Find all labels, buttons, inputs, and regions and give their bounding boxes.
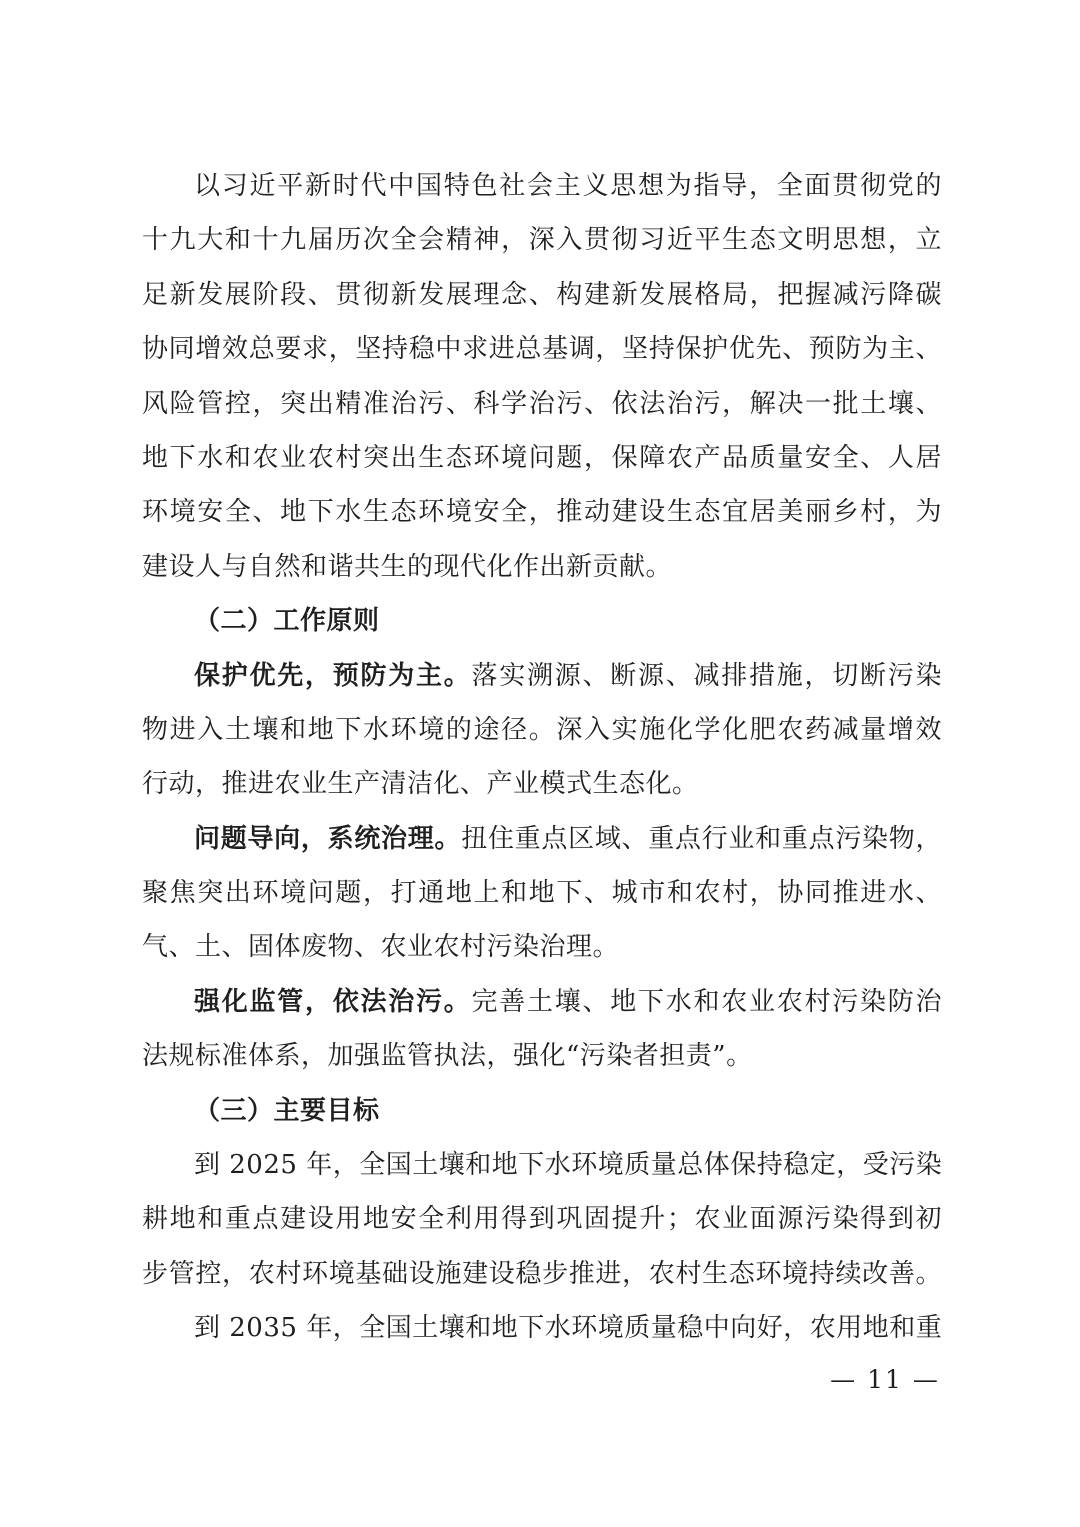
page-number: — 11 — [830,1365,940,1394]
text-line [142,975,942,1029]
principle-text: 扭住重点区域、重点行业和重点污染物， [461,823,942,854]
paragraph-principle-problem-oriented [142,812,942,975]
text-line [142,812,942,866]
paragraph-guiding-ideology [142,159,942,594]
principle-text: 落实溯源、断源、减排措施，切断污染 [471,660,942,691]
section-heading-targets: （三）主要目标 [194,1095,380,1126]
principle-text: 完善土壤、地下水和农业农村污染防治 [471,986,942,1017]
text-line: 耕地和重点建设用地安全利用得到巩固提升；农业面源污染得到初 [142,1204,942,1235]
text-line: 物进入土壤和地下水环境的途径。深入实施化学化肥农药减量增效 [142,714,942,745]
text-line: 行动，推进农业生产清洁化、产业模式生态化。 [142,769,699,800]
text-line: 气、土、固体废物、农业农村污染治理。 [142,932,620,963]
paragraph-principle-supervision [142,975,942,1084]
text-line: 协同增效总要求，坚持稳中求进总基调，坚持保护优先、预防为主、 [142,334,942,365]
text-line: 到 2035 年，全国土壤和地下水环境质量稳中向好，农用地和重 [194,1313,942,1344]
text-line: 法规标准体系，加强监管执法，强化“污染者担责”。 [142,1041,753,1072]
text-line: 以习近平新时代中国特色社会主义思想为指导，全面贯彻党的 [194,171,942,201]
body-text [142,159,942,1356]
text-line: 建设人与自然和谐共生的现代化作出新贡献。 [142,551,673,582]
paragraph-target-2025 [142,1138,942,1301]
text-line [142,649,942,703]
principle-lead: 强化监管，依法治污。 [194,986,472,1017]
text-line: 环境安全、地下水生态环境安全，推动建设生态宜居美丽乡村，为 [142,497,942,528]
paragraph-principle-protection [142,649,942,812]
text-line: 风险管控，突出精准治污、科学治污、依法治污，解决一批土壤、 [142,388,942,419]
paragraph-target-2035 [142,1301,942,1355]
principle-lead: 保护优先，预防为主。 [194,660,472,691]
section-heading-principles: （二）工作原则 [194,606,380,637]
text-line: 聚焦突出环境问题，打通地上和地下、城市和农村，协同推进水、 [142,878,942,909]
text-line: 足新发展阶段、贯彻新发展理念、构建新发展格局，把握减污降碳 [142,279,942,310]
principle-lead: 问题导向，系统治理。 [194,823,462,854]
text-line: 十九大和十九届历次全会精神，深入贯彻习近平生态文明思想，立 [142,225,942,256]
text-line: 步管控，农村环境基础设施建设稳步推进，农村生态环境持续改善。 [142,1258,942,1289]
text-line: 地下水和农业农村突出生态环境问题，保障农产品质量安全、人居 [142,442,942,473]
text-line: 到 2025 年，全国土壤和地下水环境质量总体保持稳定，受污染 [194,1150,942,1181]
